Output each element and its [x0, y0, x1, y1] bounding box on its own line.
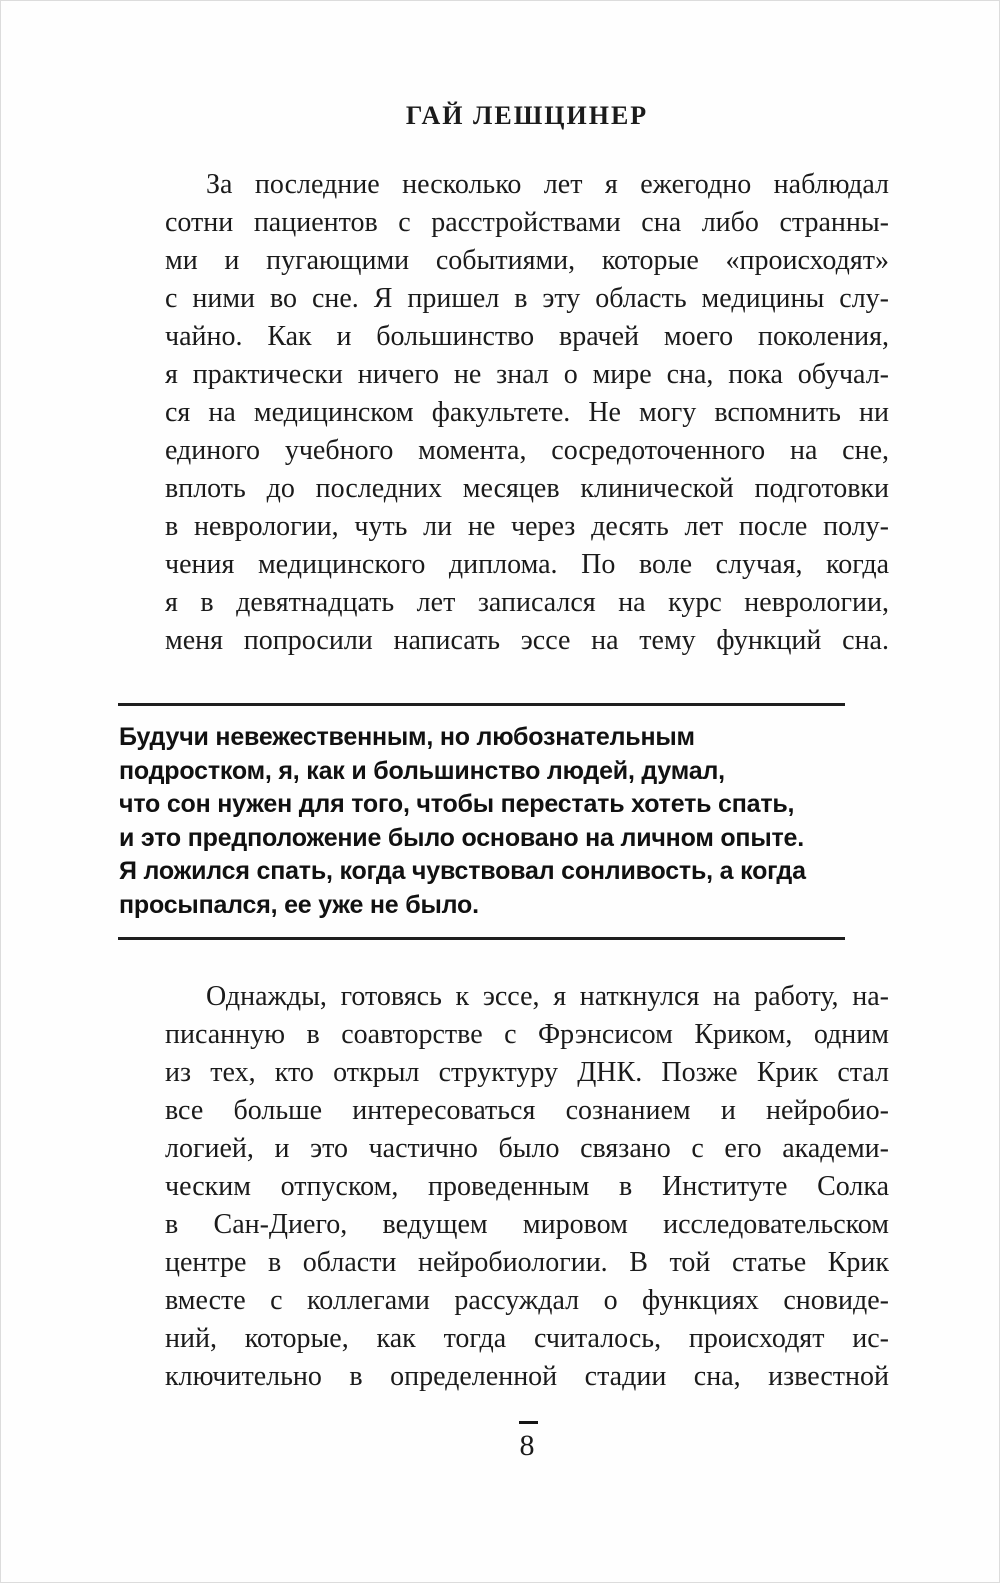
divider-top — [118, 703, 845, 706]
text-line: чения медицинского диплома. По воле случая, когда — [165, 549, 889, 580]
quote-line: и это предположение было основано на личном опыте. — [119, 823, 804, 852]
running-head-author: ГАЙ ЛЕШЦИНЕР — [405, 101, 649, 130]
page-number: 8 — [519, 1429, 535, 1462]
quote-line: просыпался, ее уже не было. — [119, 890, 479, 919]
text-line: вместе с коллегами рассуждал о функциях сновиде- — [165, 1285, 889, 1316]
page-number-dash — [519, 1421, 538, 1424]
text-line: писанную в соавторстве с Фрэнсисом Криком, одним — [165, 1019, 889, 1050]
text-line: ческим отпуском, проведенным в Институте Солка — [165, 1171, 889, 1202]
text-line: меня попросили написать эссе на тему функций сна. — [165, 625, 889, 656]
text-line: в Сан-Диего, ведущем мировом исследовательском — [165, 1209, 889, 1240]
text-line: центре в области нейробиологии. В той статье Крик — [165, 1247, 889, 1278]
pull-quote — [119, 721, 846, 922]
quote-line: Я ложился спать, когда чувствовал сонливость, а когда — [119, 857, 806, 885]
quote-line: что сон нужен для того, чтобы перестать хотеть спать, — [119, 790, 795, 818]
text-line: ся на медицинском факультете. Не могу вспомнить ни — [165, 397, 889, 428]
text-line: За последние несколько лет я ежегодно наблюдал — [206, 169, 889, 200]
text-line: из тех, кто открыл структуру ДНК. Позже Крик стал — [165, 1057, 889, 1088]
quote-line: Будучи невежественным, но любознательным — [119, 723, 695, 751]
text-line: я в девятнадцать лет записался на курс неврологии, — [165, 587, 889, 618]
text-line: я практически ничего не знал о мире сна, пока обучал- — [165, 359, 889, 390]
quote-line: подростком, я, как и большинство людей, думал, — [119, 756, 725, 785]
text-line: чайно. Как и большинство врачей моего поколения, — [165, 321, 889, 352]
text-line: логией, и это частично было связано с его академи- — [165, 1133, 889, 1164]
text-line: единого учебного момента, сосредоточенного на сне, — [165, 435, 889, 466]
divider-bottom — [118, 937, 845, 940]
text-line: все больше интересоваться сознанием и нейробио- — [165, 1095, 889, 1126]
text-line: с ними во сне. Я пришел в эту область медицины слу- — [165, 283, 889, 314]
text-line: вплоть до последних месяцев клинической подготовки — [165, 473, 889, 504]
text-line: ми и пугающими событиями, которые «происходят» — [165, 245, 889, 276]
text-line: сотни пациентов с расстройствами сна либо странны- — [165, 207, 889, 238]
text-line: в неврологии, чуть ли не через десять лет после полу- — [165, 511, 889, 542]
text-line: ключительно в определенной стадии сна, известной — [165, 1361, 889, 1392]
text-line: ний, которые, как тогда считалось, происходят ис- — [165, 1323, 889, 1354]
text-line: Однажды, готовясь к эссе, я наткнулся на работу, на- — [206, 981, 889, 1012]
paragraph-2 — [165, 978, 889, 1396]
paragraph-1 — [165, 166, 889, 660]
